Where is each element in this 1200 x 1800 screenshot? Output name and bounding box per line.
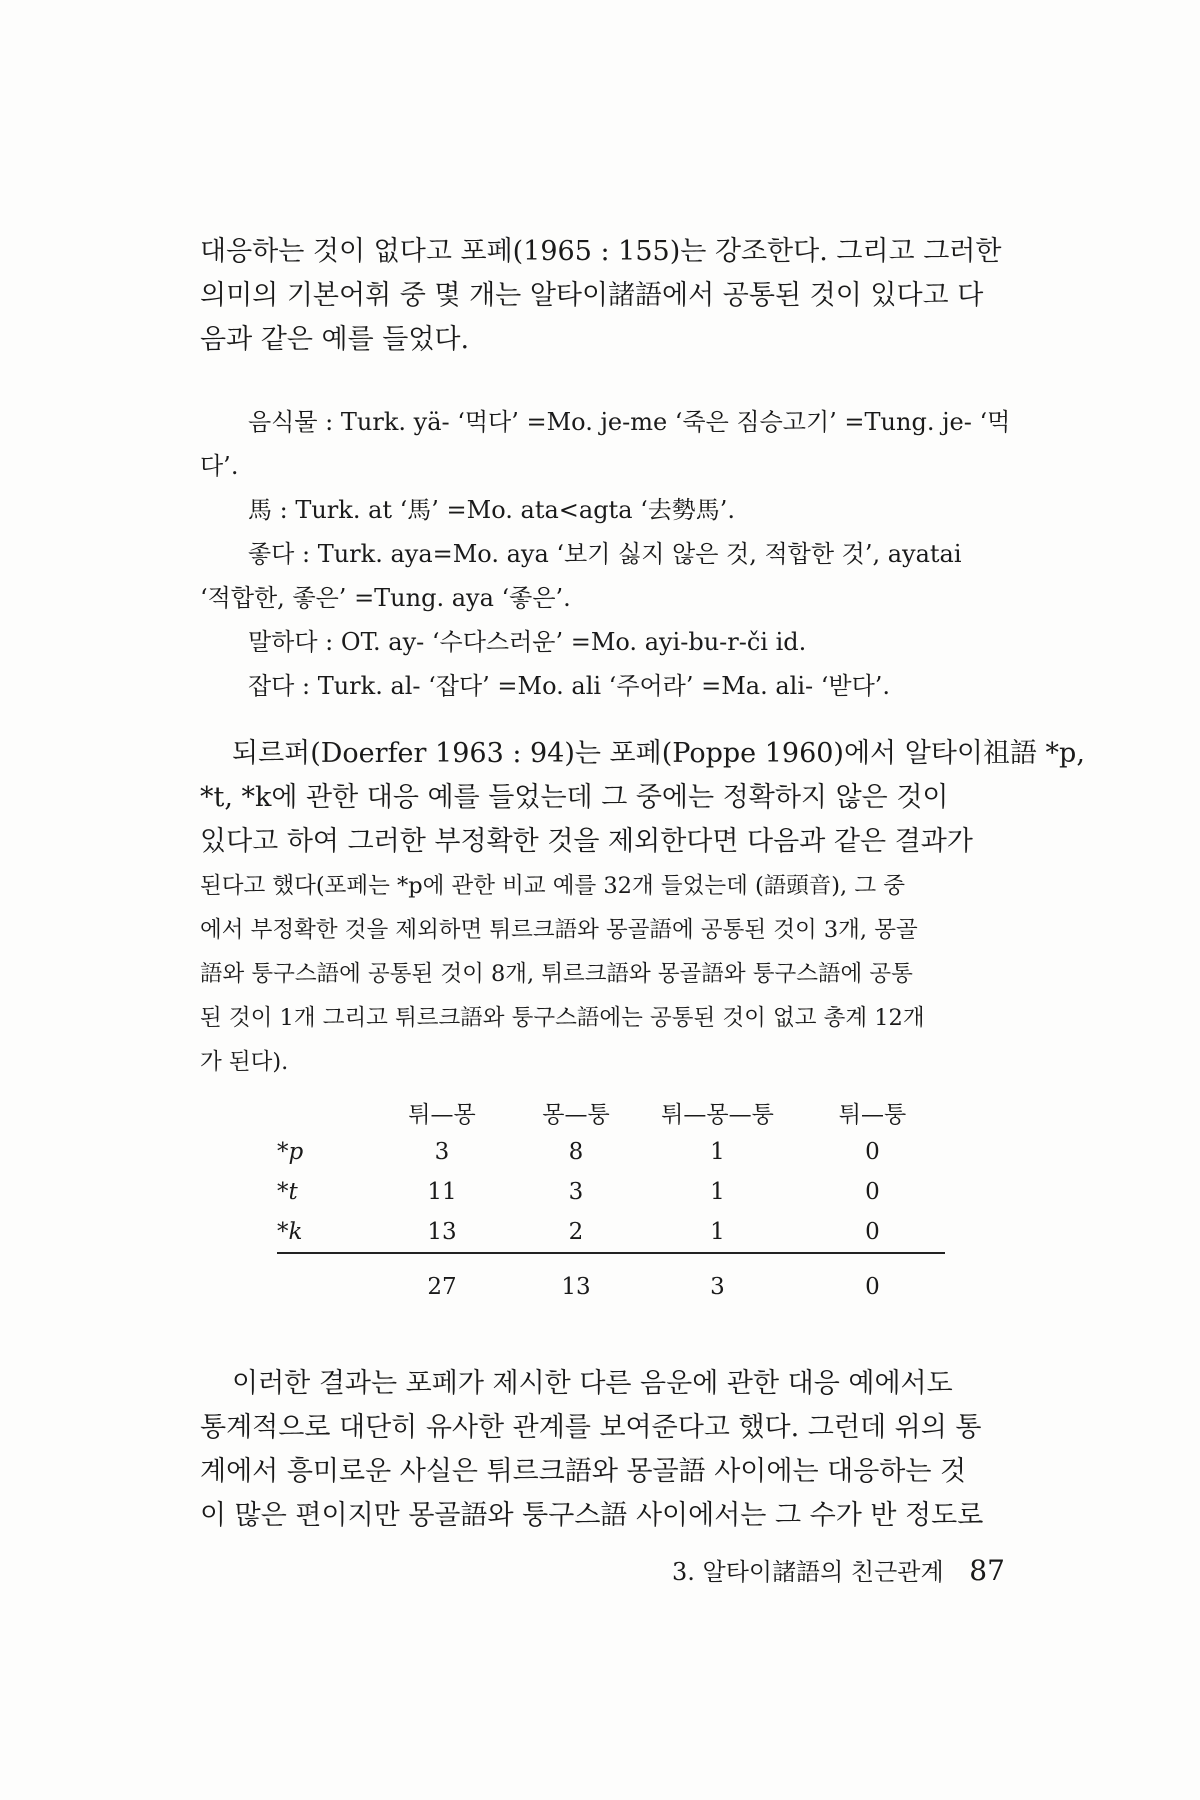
text-line: *t, *k에 관한 대응 예를 들었는데 그 중에는 정확하지 않은 것이 (200, 782, 949, 813)
row-label: *t (277, 1179, 298, 1205)
table-cell: 8 (568, 1139, 584, 1165)
text-line: 계에서 흥미로운 사실은 튀르크語와 몽골語 사이에는 대응하는 것 (200, 1456, 967, 1487)
text-line: 가 된다). (200, 1049, 289, 1075)
text-line: 된다고 했다(포페는 *p에 관한 비교 예를 32개 들었는데 (語頭音), 그 중 (200, 873, 905, 899)
text-line: 되르퍼(Doerfer 1963 : 94)는 포페(Poppe 1960)에서 알타이祖語 *p, (232, 738, 1085, 769)
col-header: 튀—몽—퉁 (661, 1101, 774, 1128)
table-cell: 1 (710, 1219, 725, 1245)
text-line: 의미의 기본어휘 중 몇 개는 알타이諸語에서 공통된 것이 있다고 다 (200, 280, 984, 311)
example-line: ‘적합한, 좋은’ =Tung. aya ‘좋은’. (200, 584, 571, 612)
text-line: 이러한 결과는 포페가 제시한 다른 음운에 관한 대응 예에서도 (232, 1368, 953, 1399)
total-cell: 3 (635, 1253, 800, 1316)
correspondence-table (277, 1092, 945, 1316)
col-header: 튀—몽 (408, 1101, 476, 1128)
text-line: 語와 퉁구스語에 공통된 것이 8개, 튀르크語와 몽골語와 퉁구스語에 공통 (200, 961, 913, 987)
text-line: 이 많은 편이지만 몽골語와 퉁구스語 사이에서는 그 수가 반 정도로 (200, 1500, 984, 1531)
table-cell: 3 (434, 1139, 450, 1165)
table-cell: 1 (710, 1179, 725, 1205)
table-cell: 11 (427, 1179, 457, 1205)
table-corner (277, 1092, 367, 1132)
page-number: 87 (969, 1554, 1005, 1587)
example-line: 잡다 : Turk. al- ‘잡다’ =Mo. ali ‘주어라’ =Ma. ali- ‘받다’. (248, 672, 891, 700)
example-line: 좋다 : Turk. aya=Mo. aya ‘보기 싫지 않은 것, 적합한 것’, ayatai (248, 540, 962, 568)
text-line: 음과 같은 예를 들었다. (200, 324, 470, 355)
row-label-empty (277, 1253, 367, 1316)
example-line: 馬 : Turk. at ‘馬’ =Mo. ata<agta ‘去勢馬’. (248, 496, 736, 524)
running-footer (672, 1552, 1005, 1587)
col-header: 튀—퉁 (838, 1101, 907, 1128)
col-header: 몽—퉁 (542, 1101, 610, 1128)
table-total-row (277, 1253, 945, 1316)
text-line: 있다고 하여 그러한 부정확한 것을 제외한다면 다음과 같은 결과가 (200, 826, 973, 857)
example-line: 음식물 : Turk. yä- ‘먹다’ =Mo. je-me ‘죽은 짐승고기’ =Tung. je- ‘먹 (248, 408, 1011, 436)
paragraph-intro (200, 230, 1020, 362)
text-line: 된 것이 1개 그리고 튀르크語와 퉁구스語에는 공통된 것이 없고 총계 12개 (200, 1005, 925, 1031)
table-cell: 13 (427, 1219, 457, 1245)
table-cell: 1 (710, 1139, 725, 1165)
table-header-row (277, 1092, 945, 1132)
total-cell: 27 (367, 1253, 517, 1316)
paragraph-doerfer (200, 732, 1085, 1084)
table-cell: 0 (865, 1219, 880, 1245)
table-cell: 0 (865, 1139, 880, 1165)
example-list (200, 400, 1020, 708)
text-line: 에서 부정확한 것을 제외하면 튀르크語와 몽골語에 공통된 것이 3개, 몽골 (200, 917, 918, 943)
example-line: 다’. (200, 452, 239, 480)
table-cell: 3 (568, 1179, 584, 1205)
chapter-title: 3. 알타이諸語의 친근관계 (672, 1558, 944, 1586)
example-line: 말하다 : OT. ay- ‘수다스러운’ =Mo. ayi-bu-r-či id. (248, 628, 807, 656)
total-cell: 0 (800, 1253, 945, 1316)
paragraph-conclusion (200, 1362, 1020, 1538)
row-label: *k (277, 1219, 303, 1245)
total-cell: 13 (517, 1253, 635, 1316)
table-row (277, 1212, 945, 1253)
table-cell: 2 (568, 1219, 584, 1245)
table-row (277, 1132, 945, 1172)
text-line: 대응하는 것이 없다고 포페(1965 : 155)는 강조한다. 그리고 그러한 (200, 236, 1002, 267)
text-line: 통계적으로 대단히 유사한 관계를 보여준다고 했다. 그런데 위의 통 (200, 1412, 982, 1443)
row-label: *p (277, 1139, 304, 1165)
table-cell: 0 (865, 1179, 880, 1205)
table-row (277, 1172, 945, 1212)
